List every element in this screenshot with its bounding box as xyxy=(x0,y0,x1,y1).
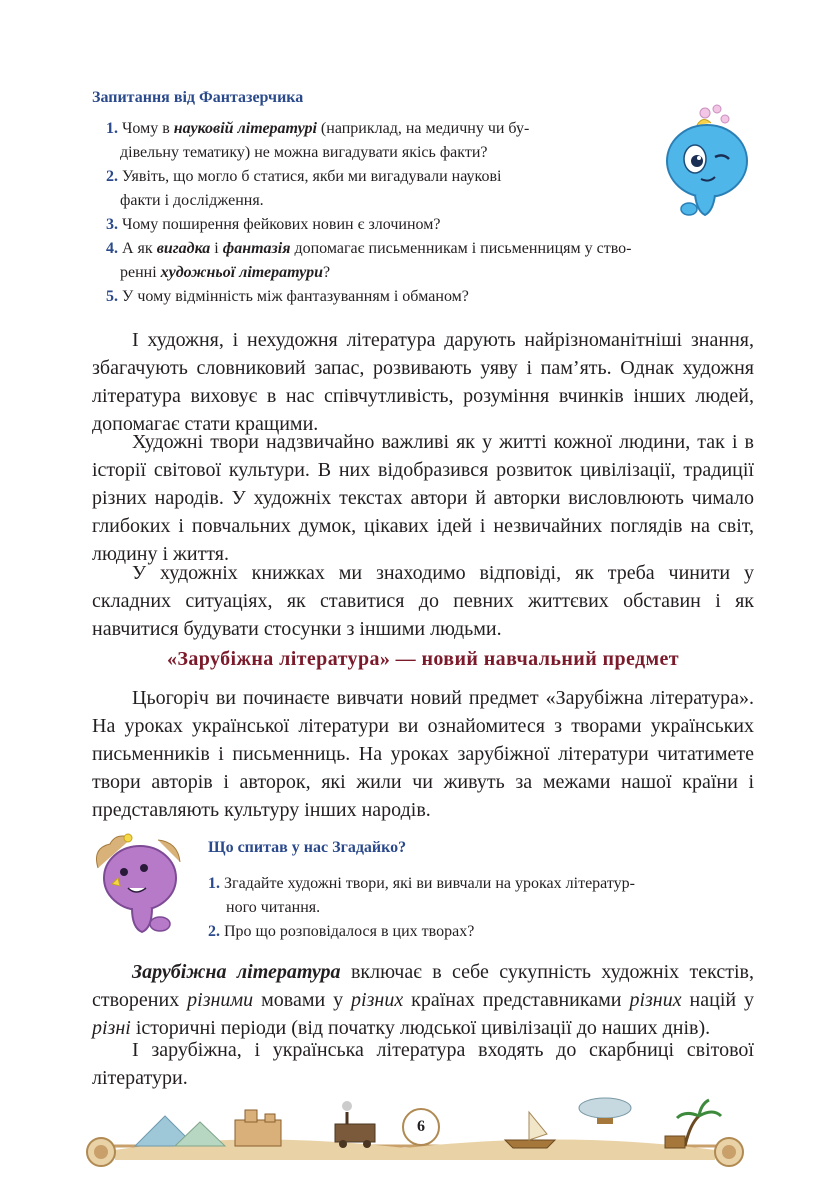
page-number: 6 xyxy=(417,1118,425,1135)
paragraph-5: Зарубіжна література включає в себе сукупність художніх текстів, створених різними мовами у різних країнах представниками різних націй у різні історичні періоди (від початку людської цивілізації до наших днів). xyxy=(92,961,754,1039)
questions-title-fantazerchyk: Запитання від Фантазерчика xyxy=(92,89,304,106)
paragraph-4: Цьогоріч ви починаєте вивчати новий предмет «Зарубіжна література». На уроках української літератури ви ознайомитеся з творами українських письменників і письменниць. На уроках зарубіжної літератури читатимете твори авторів і авторок, які жили чи живуть за межами нашої країни і представляють культуру інших народів. xyxy=(92,687,754,821)
question-item-3: 3. Чому поширення фейкових новин є злочином? xyxy=(106,216,441,233)
questions-title-zghadaiko: Що спитав у нас Згадайко? xyxy=(208,839,407,856)
section-heading: «Зарубіжна література» — новий навчальний предмет xyxy=(166,648,680,670)
question-item-4: 4. А як вигадка і фантазія допомагає письменникам і письменницям у ство- ренні художньої літератури? xyxy=(106,240,632,281)
paragraph-2: Художні твори надзвичайно важливі як у житті кожної людини, так і в історії світової культури. В них відобразився розвиток цивілізації, традиції різних народів. У художніх текстах автори й авторки висловлюють чимало глибоких і повчальних думок, цікавих ідей і незвичайних поглядів на світ, людину і життя. xyxy=(92,431,754,565)
paragraph-6: І зарубіжна, і українська література входять до скарбниці світової літератури. xyxy=(92,1039,754,1089)
zghadaiko-character-illustration xyxy=(88,828,188,938)
paragraph-3: У художніх книжках ми знаходимо відповіді, як треба чинити у складних ситуаціях, як ставитися до певних життєвих обставин і як навчитися будувати стосунки з іншими людьми. xyxy=(92,562,754,640)
paragraph-1: І художня, і нехудожня література дарують найрізноманітніші знання, збагачують словниковий запас, розвивають уяву і пам’ять. Однак художня література виховує в нас співчутливість, розуміння вчинків інших людей, допомагає стати кращими. xyxy=(92,329,754,435)
question-item-2: 2. Уявіть, що могло б статися, якби ми вигадували наукові факти і дослідження. xyxy=(106,168,502,209)
questions-list-2 xyxy=(208,872,748,944)
question2-item-1: 1. Згадайте художні твори, які ви вивчали на уроках літератур- ного читання. xyxy=(208,875,635,916)
question-item-1: 1. Чому в науковій літературі (наприклад, на медичну чи бу- дівельну тематику) не можна вигадувати якісь факти? xyxy=(106,120,530,161)
question2-item-2: 2. Про що розповідалося в цих творах? xyxy=(208,923,475,940)
question-item-5: 5. У чому відмінність між фантазуванням і обманом? xyxy=(106,288,469,305)
fantazerchyk-character-illustration xyxy=(655,103,755,223)
